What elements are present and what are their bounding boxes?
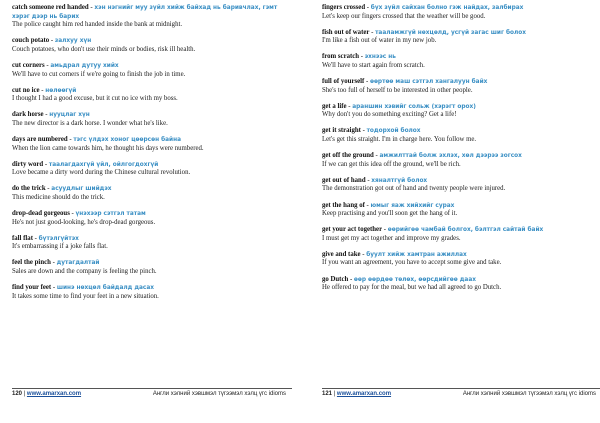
website-link[interactable]: www.amarxan.com <box>336 391 392 397</box>
idiom-example: Couch potatoes, who don't use their minds or bodies, risk ill health. <box>12 45 196 53</box>
separator: - <box>43 111 50 119</box>
idiom-entry <box>322 4 597 21</box>
idiom-example: Sales are down and the company is feeling the pinch. <box>12 268 157 276</box>
separator: - <box>67 136 74 144</box>
idiom-translation: юмыг яаж хийхийг сурах <box>370 202 455 209</box>
idiom-heading <box>12 111 287 120</box>
page-number: 120 <box>12 391 23 397</box>
idiom-translation: таалагдахгүй үйл, ойлгогдохгүй <box>48 161 159 168</box>
idiom-heading <box>12 210 287 219</box>
idiom-term: fall flat <box>12 234 33 242</box>
idiom-entry <box>12 111 287 128</box>
idiom-entry <box>12 37 287 54</box>
idiom-translation: шинэ нөхцөл байдалд дасах <box>56 285 155 292</box>
idiom-term: dirty word <box>12 160 44 168</box>
page-number: 121 <box>322 391 333 397</box>
idiom-example: The new director is a dark horse. I wonder what he's like. <box>12 119 168 127</box>
idiom-translation: хяналтгүй болох <box>371 177 428 184</box>
right-page <box>300 0 600 423</box>
idiom-entry <box>322 152 597 169</box>
idiom-entry <box>322 53 597 70</box>
idiom-translation: бүх зүйл сайхан болно гэж найдах, залбирах <box>370 5 524 11</box>
idiom-entry <box>12 62 287 79</box>
idiom-term: get off the ground <box>322 152 374 160</box>
idiom-translation: залхуу хүн <box>54 38 92 45</box>
idiom-heading <box>12 259 287 268</box>
idiom-entry <box>322 251 597 268</box>
idiom-translation: амьдрал дутуу хийх <box>50 62 119 69</box>
idiom-term: get your act together <box>322 226 383 234</box>
running-title: Англи хэлний хэвшмэл түгээмэл хэлц үгс idioms <box>152 391 286 397</box>
separator: - <box>51 284 57 292</box>
idiom-term: drop-dead gorgeous <box>12 210 70 218</box>
idiom-translation: эхнээс нь <box>364 54 396 61</box>
idiom-term: get a life <box>322 102 347 110</box>
idiom-translation: тодорхой болох <box>366 128 421 135</box>
separator: - <box>382 226 388 234</box>
idiom-heading <box>322 29 597 38</box>
idiom-translation: араншин хэвийг сольж (хэрэгт орох) <box>352 103 476 110</box>
idiom-example: The demonstration got out of hand and twenty people were injured. <box>322 185 506 193</box>
idiom-heading <box>322 226 597 235</box>
idiom-heading <box>322 103 597 112</box>
separator: - <box>364 78 370 86</box>
idiom-example: I must get my act together and improve my grades. <box>322 234 461 242</box>
idiom-heading <box>12 4 287 21</box>
idiom-term: give and take <box>322 250 361 258</box>
separator: - <box>359 53 365 61</box>
idiom-translation: үнэхээр сэтгэл татам <box>75 211 146 218</box>
idiom-entry <box>12 284 287 301</box>
separator: - <box>373 152 380 160</box>
left-footer: 120 | www.amarxan.com Англи хэлний хэвшмэл түгээмэл хэлц үгс idioms <box>12 388 292 400</box>
idiom-entry <box>12 4 287 30</box>
separator: - <box>360 127 367 135</box>
separator: - <box>50 259 57 267</box>
idiom-example: It's embarrassing if a joke falls flat. <box>12 243 108 251</box>
idiom-example: Keep practising and you'll soon get the hang of it. <box>322 210 458 218</box>
idiom-term: get the hang of <box>322 201 365 209</box>
idiom-heading <box>322 276 597 285</box>
idiom-example: He offered to pay for the meal, but we had all agreed to go Dutch. <box>322 284 502 292</box>
idiom-translation: өөр өөрдөө төлөх, өөрсдийгөө даах <box>353 276 476 283</box>
idiom-translation: буулт хийж хамтран ажиллах <box>366 251 467 258</box>
idiom-entry <box>12 259 287 276</box>
idiom-term: get out of hand <box>322 176 366 184</box>
idiom-example: He's not just good-looking, he's drop-dead gorgeous. <box>12 218 156 226</box>
idiom-heading <box>322 4 597 13</box>
separator: - <box>45 185 52 193</box>
idiom-translation: амжилттай болж эхлэх, хөл дээрээ зогсох <box>379 153 522 160</box>
idiom-term: fingers crossed <box>322 4 366 11</box>
idiom-entry <box>12 87 287 104</box>
idiom-example: When the lion came towards him, he thought his days were numbered. <box>12 144 204 152</box>
separator: - <box>364 201 371 209</box>
idiom-term: go Dutch <box>322 275 349 283</box>
separator: - <box>365 176 372 184</box>
idiom-heading <box>12 37 287 46</box>
separator: - <box>43 160 49 168</box>
idiom-heading <box>12 87 287 96</box>
idiom-entry <box>322 177 597 194</box>
idiom-example: This medicine should do the trick. <box>12 194 105 201</box>
idiom-term: cut no ice <box>12 86 40 94</box>
idiom-heading <box>322 127 597 136</box>
idiom-term: days are numbered <box>12 136 68 144</box>
idiom-translation: хэн нэгнийг муу зүйл хийж байхад нь баривчлах, гэмт хэрэг дээр нь барих <box>12 5 278 20</box>
separator: - <box>346 102 353 110</box>
idiom-heading <box>322 251 597 260</box>
website-link[interactable]: www.amarxan.com <box>26 391 82 397</box>
idiom-entry <box>12 210 287 227</box>
idiom-term: dark horse <box>12 111 44 119</box>
separator: - <box>369 28 376 36</box>
idiom-term: catch someone red handed <box>12 4 89 11</box>
idiom-entry <box>322 202 597 219</box>
separator: - <box>44 61 51 69</box>
idiom-example: She's too full of herself to be interested in other people. <box>322 86 473 94</box>
idiom-translation: тааламжгүй нөхцөлд, усгүй загас шиг болох <box>375 29 526 36</box>
idiom-entry <box>12 235 287 252</box>
idiom-term: fish out of water <box>322 28 370 36</box>
running-title: Англи хэлний хэвшмэл түгээмэл хэлц үгс idioms <box>462 391 596 397</box>
separator: - <box>360 250 367 258</box>
idiom-example: Why don't you do something exciting? Get a life! <box>322 111 457 119</box>
idiom-example: We'll have to start again from scratch. <box>322 61 425 69</box>
idiom-example: Love became a dirty word during the Chinese cultural revolution. <box>12 169 191 177</box>
idiom-entry <box>12 161 287 178</box>
idiom-entry <box>322 103 597 120</box>
idiom-translation: нууцлаг хүн <box>49 112 90 119</box>
idiom-term: couch potato <box>12 37 50 45</box>
idiom-example: I thought I had a good excuse, but it cut no ice with my boss. <box>12 95 178 103</box>
separator: - <box>69 210 76 218</box>
idiom-example: Let's keep our fingers crossed that the weather will be good. <box>322 12 486 20</box>
idiom-translation: асуудлыг шийдэх <box>51 186 112 193</box>
idiom-heading <box>322 78 597 87</box>
idiom-entry <box>322 226 597 243</box>
idiom-entry <box>322 29 597 46</box>
idiom-example: It takes some time to find your feet in a new situation. <box>12 292 159 300</box>
idiom-term: get it straight <box>322 127 361 135</box>
idiom-term: do the trick <box>12 185 46 193</box>
idiom-translation: дутагдалтай <box>56 260 100 267</box>
idiom-example: Let's get this straight. I'm in charge here. You follow me. <box>322 136 477 144</box>
separator: - <box>348 275 354 283</box>
idiom-translation: бүтэлгүйтэх <box>38 235 79 242</box>
idiom-heading <box>322 202 597 211</box>
separator: - <box>365 4 371 11</box>
separator: - <box>39 86 46 94</box>
idiom-term: feel the pinch <box>12 259 51 267</box>
idiom-translation: өөрийгөө чамбай болгох, бэлтгэл сайтай байх <box>387 227 544 234</box>
idiom-entry <box>12 185 287 202</box>
idiom-translation: тэгс үлдэх хоног цөөрсөн байна <box>73 137 182 144</box>
idiom-example: We'll have to cut corners if we're going to finish the job in time. <box>12 70 186 78</box>
idiom-heading <box>12 235 287 244</box>
idiom-example: If you want an agreement, you have to accept some give and take. <box>322 259 502 267</box>
idiom-heading <box>322 177 597 186</box>
right-footer: 121 | www.amarxan.com Англи хэлний хэвшмэл түгээмэл хэлц үгс idioms <box>322 388 600 400</box>
idiom-heading <box>12 284 287 293</box>
idiom-example: The police caught him red handed inside the bank at midnight. <box>12 21 183 29</box>
idiom-translation: өөртөө маш сэтгэл хангалуун байх <box>369 79 488 86</box>
idiom-heading <box>12 161 287 170</box>
idiom-term: full of yourself <box>322 78 365 86</box>
separator: - <box>88 4 95 11</box>
idiom-example: If we can get this idea off the ground, we'll be rich. <box>322 160 461 168</box>
idiom-heading <box>12 62 287 71</box>
idiom-translation: нөлөөгүй <box>45 87 77 94</box>
idiom-entry <box>322 127 597 144</box>
idiom-heading <box>322 152 597 161</box>
separator: - <box>32 234 39 242</box>
idiom-heading <box>12 185 287 194</box>
idiom-term: from scratch <box>322 53 360 61</box>
idiom-example: I'm like a fish out of water in my new job. <box>322 37 437 45</box>
idiom-term: find your feet <box>12 284 52 292</box>
idiom-entry <box>322 78 597 95</box>
idiom-heading <box>12 136 287 145</box>
idiom-entry <box>322 276 597 293</box>
idiom-term: cut corners <box>12 61 45 69</box>
idiom-entry <box>12 136 287 153</box>
separator: - <box>49 37 55 45</box>
idiom-heading <box>322 53 597 62</box>
